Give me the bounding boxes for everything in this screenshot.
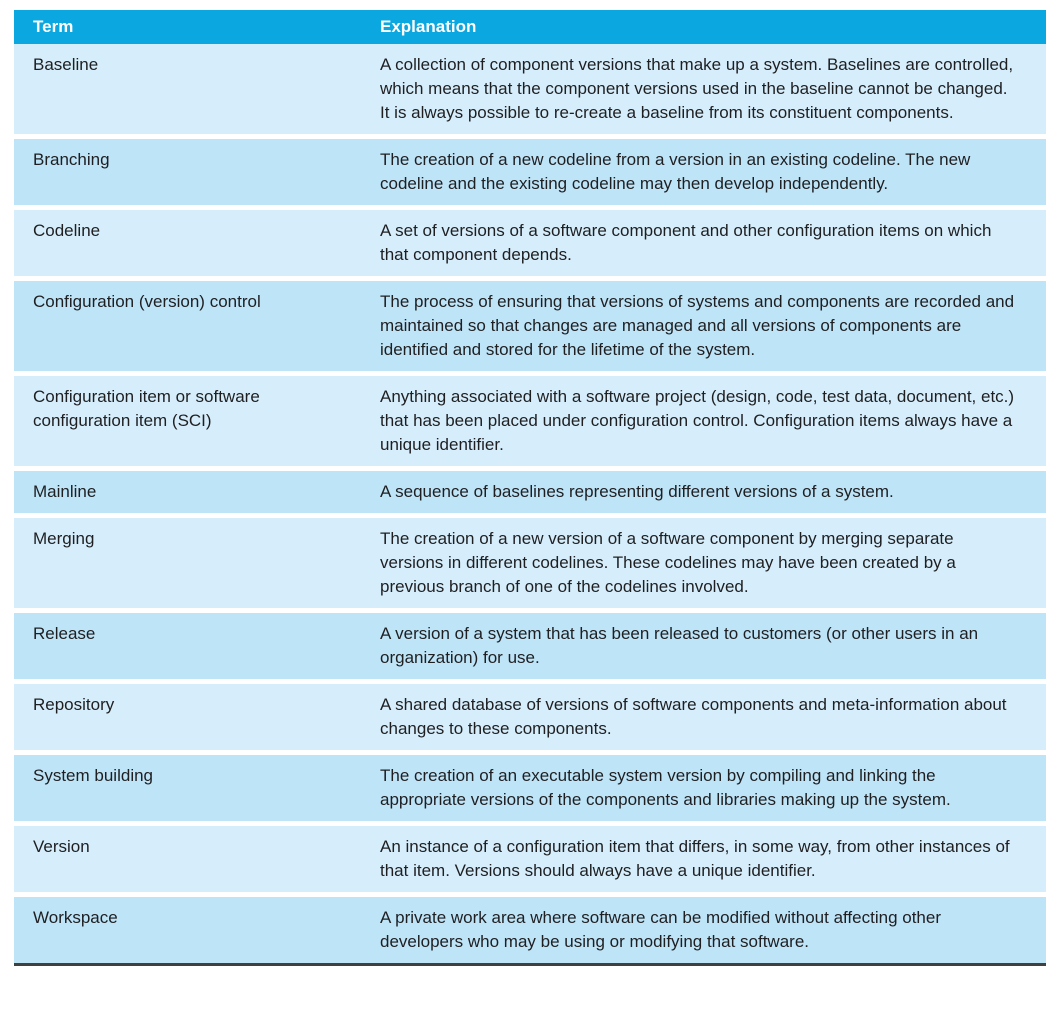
table-row [14,44,1046,134]
term-cell: Release [33,624,96,643]
term-cell: Mainline [33,482,97,501]
explanation-cell: The creation of a new version of a software component by merging separate versions in different codelines. These codelines may have been created by a previous branch of one of the codelines involved. [380,529,956,596]
explanation-cell: A set of versions of a software component and other configuration items on which that component depends. [380,221,992,264]
term-cell: Version [33,837,90,856]
term-cell: Configuration item or software configuration item (SCI) [33,387,260,430]
table-row [14,755,1046,821]
term-cell: Merging [33,529,95,548]
explanation-cell: A shared database of versions of software components and meta-information about changes to these components. [380,695,1007,738]
explanation-cell: The process of ensuring that versions of systems and components are recorded and maintained so that changes are managed and all versions of components are identified and stored for the lifetime of the system. [380,292,1015,359]
explanation-cell: A sequence of baselines representing different versions of a system. [380,482,894,501]
term-cell: Branching [33,150,110,169]
table-row [14,471,1046,513]
table-row [14,518,1046,608]
explanation-cell: The creation of an executable system version by compiling and linking the appropriate versions of the components and libraries making up the system. [380,766,951,809]
table-bottom-rule [14,963,1046,966]
explanation-cell: A private work area where software can be modified without affecting other developers who may be using or modifying that software. [380,908,941,951]
glossary-table [14,10,1046,966]
term-cell: System building [33,766,154,785]
term-cell: Codeline [33,221,101,240]
table-row [14,684,1046,750]
table-row [14,613,1046,679]
table-row [14,281,1046,371]
table-body [14,44,1046,963]
table-row [14,826,1046,892]
column-header-explanation: Explanation [380,17,477,36]
term-cell: Configuration (version) control [33,292,261,311]
table-row [14,210,1046,276]
table-header-row [14,10,1046,44]
explanation-cell: The creation of a new codeline from a version in an existing codeline. The new codeline and the existing codeline may then develop independently. [380,150,971,193]
column-header-term: Term [33,17,74,36]
explanation-cell: A version of a system that has been released to customers (or other users in an organization) for use. [380,624,979,667]
term-cell: Workspace [33,908,118,927]
term-cell: Repository [33,695,115,714]
table-row [14,897,1046,963]
table-row [14,139,1046,205]
term-cell: Baseline [33,55,99,74]
explanation-cell: An instance of a configuration item that differs, in some way, from other instances of that item. Versions should always have a unique identifier. [380,837,1010,880]
explanation-cell: A collection of component versions that make up a system. Baselines are controlled, which means that the component versions used in the baseline cannot be changed. It is always possible to re-create a baseline from its constituent components. [380,55,1014,122]
explanation-cell: Anything associated with a software project (design, code, test data, document, etc.) that has been placed under configuration control. Configuration items always have a unique identifier. [380,387,1015,454]
table-row [14,376,1046,466]
